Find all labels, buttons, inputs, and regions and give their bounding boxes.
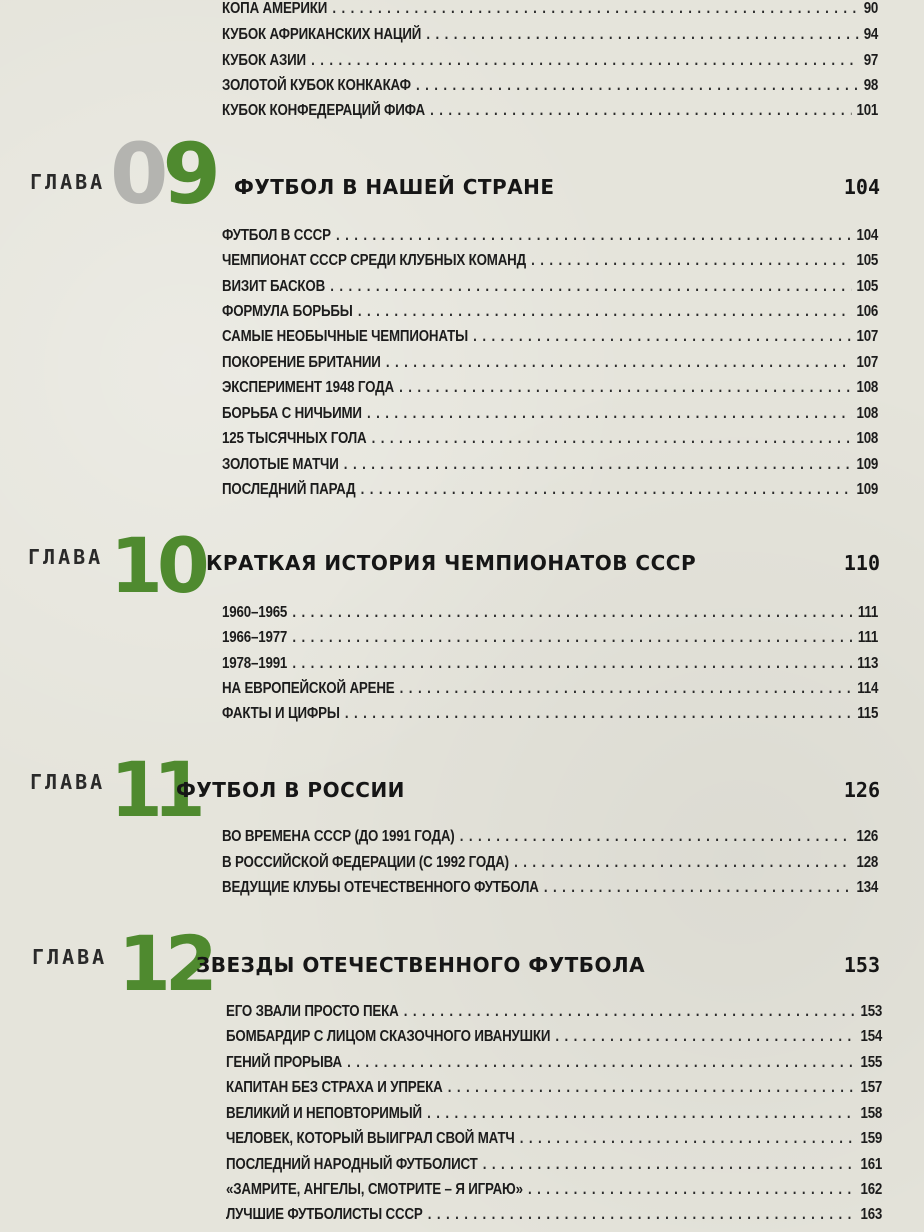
toc-entry-page: 161: [860, 1156, 883, 1173]
toc-entry-page: 126: [856, 828, 879, 845]
toc-entry-title: ВЕЛИКИЙ И НЕПОВТОРИМЫЙ: [226, 1105, 422, 1122]
toc-leader-dots: [330, 278, 851, 296]
toc-entry-title: ВО ВРЕМЕНА СССР (ДО 1991 ГОДА): [222, 828, 455, 845]
toc-entry-title: ФУТБОЛ В СССР: [222, 227, 331, 244]
chapter-title[interactable]: КРАТКАЯ ИСТОРИЯ ЧЕМПИОНАТОВ СССР: [206, 551, 697, 575]
toc-leader-dots: [448, 1079, 856, 1097]
toc-entry-title: ПОКОРЕНИЕ БРИТАНИИ: [222, 354, 381, 371]
toc-entry[interactable]: [222, 96, 878, 120]
toc-leader-dots: [332, 0, 858, 18]
toc-leader-dots: [292, 604, 852, 622]
toc-entry-title: 1978–1991: [222, 655, 288, 672]
toc-leader-dots: [336, 227, 851, 245]
toc-leader-dots: [460, 828, 852, 846]
toc-entry-page: 106: [856, 303, 879, 320]
toc-entry[interactable]: [226, 1073, 882, 1097]
toc-entry-title: ВЕДУЩИЕ КЛУБЫ ОТЕЧЕСТВЕННОГО ФУТБОЛА: [222, 879, 539, 896]
toc-entry-title: ЗОЛОТЫЕ МАТЧИ: [222, 456, 339, 473]
toc-leader-dots: [416, 77, 859, 95]
toc-leader-dots: [528, 1181, 855, 1199]
toc-entry[interactable]: [222, 373, 878, 397]
toc-entry-title: НА ЕВРОПЕЙСКОЙ АРЕНЕ: [222, 680, 395, 697]
toc-entry-title: ГЕНИЙ ПРОРЫВА: [226, 1054, 342, 1071]
toc-entry-title: 1960–1965: [222, 604, 288, 621]
toc-entry-page: 153: [860, 1003, 883, 1020]
toc-entry[interactable]: [226, 1124, 882, 1148]
toc-entry-title: ФАКТЫ И ЦИФРЫ: [222, 705, 340, 722]
toc-entry[interactable]: [222, 272, 878, 296]
toc-leader-dots: [514, 854, 851, 872]
chapter-number: 12: [118, 919, 212, 1008]
toc-entry-title: ЕГО ЗВАЛИ ПРОСТО ПЕКА: [226, 1003, 399, 1020]
toc-entry-page: 107: [856, 354, 879, 371]
toc-entry-page: 107: [856, 328, 879, 345]
toc-entry-title: БОМБАРДИР С ЛИЦОМ СКАЗОЧНОГО ИВАНУШКИ: [226, 1028, 551, 1045]
chapter-title[interactable]: ЗВЕЗДЫ ОТЕЧЕСТВЕННОГО ФУТБОЛА: [196, 953, 646, 977]
toc-entry-page: 108: [856, 430, 879, 447]
toc-entry-page: 98: [863, 77, 879, 94]
chapter-number: 10: [110, 521, 204, 610]
toc-entry-page: 114: [857, 680, 879, 697]
toc-leader-dots: [345, 705, 852, 723]
chapter-number-faded-digit: 0: [110, 125, 163, 223]
toc-entry-title: ЗОЛОТОЙ КУБОК КОНКАКАФ: [222, 77, 411, 94]
toc-entry[interactable]: [222, 475, 878, 499]
toc-leader-dots: [292, 629, 852, 647]
chapter-number-digit: 9: [162, 125, 215, 223]
toc-entry-page: 134: [856, 879, 879, 896]
toc-entry[interactable]: [222, 424, 878, 448]
toc-leader-dots: [430, 102, 851, 120]
toc-entry-page: 155: [860, 1054, 883, 1071]
toc-entry-page: 159: [860, 1130, 883, 1147]
toc-entry-title: КУБОК АФРИКАНСКИХ НАЦИЙ: [222, 26, 422, 43]
toc-entry-page: 90: [863, 0, 879, 17]
toc-leader-dots: [428, 1206, 856, 1224]
toc-entry-page: 128: [856, 854, 879, 871]
toc-entry[interactable]: [222, 246, 878, 270]
toc-leader-dots: [427, 1105, 855, 1123]
toc-entry[interactable]: [222, 649, 878, 673]
toc-entry-page: 94: [863, 26, 879, 43]
toc-leader-dots: [426, 26, 858, 44]
toc-entry-title: ФОРМУЛА БОРЬБЫ: [222, 303, 353, 320]
chapter-label: ГЛАВА: [32, 945, 108, 969]
toc-entry-title: 125 ТЫСЯЧНЫХ ГОЛА: [222, 430, 367, 447]
toc-entry[interactable]: [222, 848, 878, 872]
toc-entry[interactable]: [222, 221, 878, 245]
toc-entry-page: 163: [860, 1206, 883, 1223]
toc-entry-title: «ЗАМРИТЕ, АНГЕЛЫ, СМОТРИТЕ – Я ИГРАЮ»: [226, 1181, 523, 1198]
toc-entry-page: 115: [857, 705, 879, 722]
toc-leader-dots: [344, 456, 851, 474]
toc-entry-title: ЧЕЛОВЕК, КОТОРЫЙ ВЫИГРАЛ СВОЙ МАТЧ: [226, 1130, 515, 1147]
toc-leader-dots: [347, 1054, 855, 1072]
toc-leader-dots: [520, 1130, 855, 1148]
toc-entry[interactable]: [222, 822, 878, 846]
toc-leader-dots: [367, 405, 851, 423]
toc-entry[interactable]: [222, 0, 878, 18]
toc-entry[interactable]: [226, 1150, 882, 1174]
toc-entry[interactable]: [222, 598, 878, 622]
chapter-label: ГЛАВА: [30, 170, 106, 194]
toc-leader-dots: [311, 52, 858, 70]
toc-entry[interactable]: [222, 20, 878, 44]
toc-leader-dots: [404, 1003, 856, 1021]
toc-leader-dots: [531, 252, 851, 270]
toc-entry-title: БОРЬБА С НИЧЬИМИ: [222, 405, 362, 422]
toc-entry-title: ЛУЧШИЕ ФУТБОЛИСТЫ СССР: [226, 1206, 423, 1223]
toc-entry-title: ВИЗИТ БАСКОВ: [222, 278, 326, 295]
toc-entry-title: КАПИТАН БЕЗ СТРАХА И УПРЕКА: [226, 1079, 443, 1096]
toc-entry[interactable]: [226, 1200, 882, 1224]
toc-entry-page: 97: [863, 52, 879, 69]
toc-leader-dots: [358, 303, 851, 321]
toc-entry-title: ЭКСПЕРИМЕНТ 1948 ГОДА: [222, 379, 394, 396]
toc-entry-page: 162: [860, 1181, 883, 1198]
toc-entry-page: 113: [857, 655, 879, 672]
chapter-label: ГЛАВА: [28, 545, 104, 569]
toc-entry-title: КУБОК АЗИИ: [222, 52, 306, 69]
toc-entry-page: 111: [857, 604, 879, 621]
toc-entry-title: КОПА АМЕРИКИ: [222, 0, 328, 17]
toc-entry-title: САМЫЕ НЕОБЫЧНЫЕ ЧЕМПИОНАТЫ: [222, 328, 469, 345]
toc-leader-dots: [555, 1028, 855, 1046]
toc-leader-dots: [292, 655, 852, 673]
toc-entry-page: 158: [860, 1105, 883, 1122]
toc-entry-title: ЧЕМПИОНАТ СССР СРЕДИ КЛУБНЫХ КОМАНД: [222, 252, 526, 269]
toc-entry-page: 104: [856, 227, 879, 244]
toc-entry-title: В РОССИЙСКОЙ ФЕДЕРАЦИИ (С 1992 ГОДА): [222, 854, 509, 871]
toc-leader-dots: [372, 430, 852, 448]
toc-entry-page: 108: [856, 379, 879, 396]
chapter-page: 153: [843, 953, 880, 977]
toc-entry-title: 1966–1977: [222, 629, 288, 646]
toc-entry-page: 109: [856, 456, 879, 473]
toc-entry-title: ПОСЛЕДНИЙ ПАРАД: [222, 481, 356, 498]
toc-entry-page: 154: [860, 1028, 883, 1045]
toc-entry-page: 105: [856, 278, 879, 295]
toc-leader-dots: [483, 1156, 856, 1174]
toc-entry[interactable]: [222, 348, 878, 372]
toc-entry-page: 109: [856, 481, 879, 498]
toc-entry-page: 111: [857, 629, 879, 646]
toc-entry[interactable]: [222, 873, 878, 897]
toc-entry[interactable]: [222, 71, 878, 95]
toc-entry[interactable]: [222, 322, 878, 346]
toc-entry-page: 108: [856, 405, 879, 422]
toc-leader-dots: [399, 379, 851, 397]
toc-entry[interactable]: [226, 1175, 882, 1199]
toc-entry[interactable]: [226, 1048, 882, 1072]
chapter-title[interactable]: ФУТБОЛ В РОССИИ: [176, 778, 405, 802]
chapter-title[interactable]: ФУТБОЛ В НАШЕЙ СТРАНЕ: [234, 175, 555, 199]
chapter-page: 126: [843, 778, 880, 802]
toc-entry[interactable]: [222, 674, 878, 698]
toc-leader-dots: [544, 879, 851, 897]
toc-entry[interactable]: [222, 623, 878, 647]
toc-entry-page: 157: [860, 1079, 883, 1096]
toc-entry-page: 101: [856, 102, 879, 119]
toc-entry[interactable]: [226, 1022, 882, 1046]
toc-entry[interactable]: [222, 450, 878, 474]
toc-leader-dots: [361, 481, 852, 499]
toc-entry[interactable]: [222, 699, 878, 723]
toc-leader-dots: [386, 354, 851, 372]
chapter-number: [110, 125, 215, 223]
toc-entry[interactable]: [222, 297, 878, 321]
toc-entry[interactable]: [226, 997, 882, 1021]
toc-entry-title: ПОСЛЕДНИЙ НАРОДНЫЙ ФУТБОЛИСТ: [226, 1156, 478, 1173]
chapter-number: 11: [110, 745, 196, 834]
toc-entry[interactable]: [222, 46, 878, 70]
chapter-label: ГЛАВА: [30, 770, 106, 794]
toc-entry-page: 105: [856, 252, 879, 269]
toc-entry-title: КУБОК КОНФЕДЕРАЦИЙ ФИФА: [222, 102, 425, 119]
toc-leader-dots: [400, 680, 852, 698]
toc-leader-dots: [473, 328, 851, 346]
chapter-page: 110: [843, 551, 880, 575]
toc-entry[interactable]: [222, 399, 878, 423]
chapter-page: 104: [843, 175, 880, 199]
toc-entry[interactable]: [226, 1099, 882, 1123]
